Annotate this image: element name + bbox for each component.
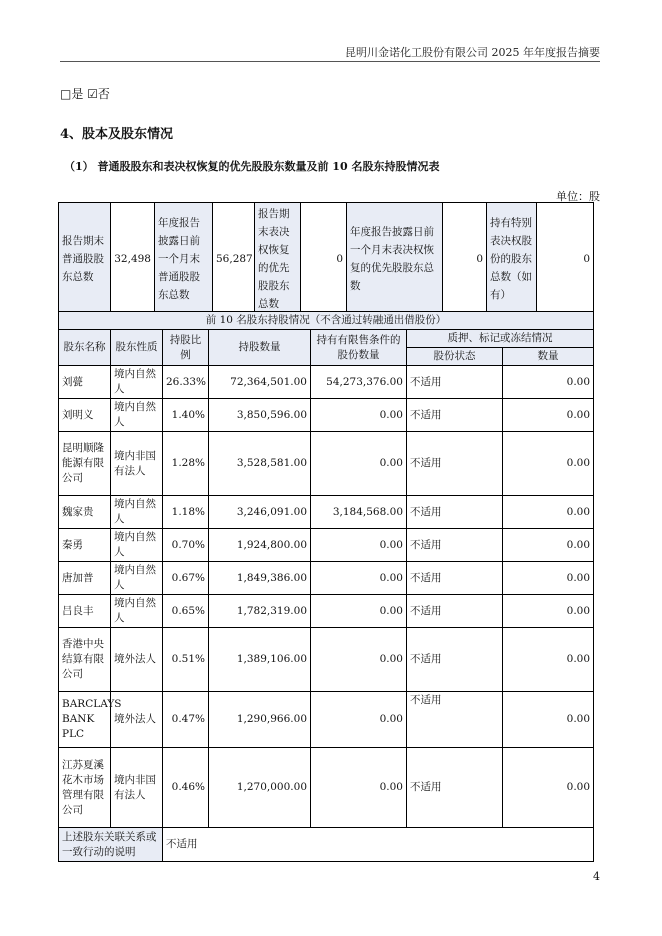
row-amount: 0.00 xyxy=(503,399,594,432)
row-ratio: 0.46% xyxy=(163,748,209,828)
row-nature: 境内非国有法人 xyxy=(111,432,163,496)
summary-label-2: 年度报告披露日前一个月末普通股股东总数 xyxy=(155,203,213,316)
row-name: 魏家贵 xyxy=(59,496,111,529)
row-amount: 0.00 xyxy=(503,432,594,496)
relation-value: 不适用 xyxy=(163,828,594,862)
row-status: 不适用 xyxy=(407,748,503,828)
header-pledge: 质押、标记或冻结情况 xyxy=(407,330,594,348)
header-restricted: 持有有限售条件的股份数量 xyxy=(311,330,407,366)
summary-label-3: 报告期末表决权恢复的优先股股东总数 xyxy=(255,203,301,316)
row-status: 不适用 xyxy=(407,529,503,562)
summary-value-4: 0 xyxy=(443,203,487,316)
row-amount: 0.00 xyxy=(503,692,594,748)
row-nature: 境内自然人 xyxy=(111,366,163,399)
row-quantity: 72,364,501.00 xyxy=(209,366,311,399)
relation-label: 上述股东关联关系或一致行动的说明 xyxy=(59,828,163,862)
row-nature: 境内自然人 xyxy=(111,496,163,529)
row-quantity: 3,246,091.00 xyxy=(209,496,311,529)
header-amount: 数量 xyxy=(503,348,594,366)
row-restricted: 0.00 xyxy=(311,432,407,496)
row-quantity: 1,389,106.00 xyxy=(209,628,311,692)
row-restricted: 0.00 xyxy=(311,748,407,828)
row-ratio: 26.33% xyxy=(163,366,209,399)
row-amount: 0.00 xyxy=(503,595,594,628)
row-name: 吕良丰 xyxy=(59,595,111,628)
summary-label-1: 报告期末普通股股东总数 xyxy=(59,203,111,316)
row-nature: 境内自然人 xyxy=(111,529,163,562)
row-status: 不适用 xyxy=(407,628,503,692)
table-row xyxy=(59,595,594,628)
row-restricted: 0.00 xyxy=(311,399,407,432)
row-quantity: 1,924,800.00 xyxy=(209,529,311,562)
top10-shareholders-table xyxy=(58,311,594,862)
header-quantity: 持股数量 xyxy=(209,330,311,366)
row-amount: 0.00 xyxy=(503,529,594,562)
row-name: BARCLAYS BANK PLC xyxy=(59,692,111,748)
row-amount: 0.00 xyxy=(503,366,594,399)
row-status: 不适用 xyxy=(407,432,503,496)
table-row xyxy=(59,628,594,692)
row-status: 不适用 xyxy=(407,399,503,432)
row-status: 不适用 xyxy=(407,562,503,595)
row-amount: 0.00 xyxy=(503,628,594,692)
relation-row xyxy=(59,828,594,862)
row-nature: 境内自然人 xyxy=(111,399,163,432)
row-restricted: 3,184,568.00 xyxy=(311,496,407,529)
row-quantity: 3,850,596.00 xyxy=(209,399,311,432)
row-restricted: 0.00 xyxy=(311,562,407,595)
yes-no-checkbox-line: □是 ☑否 xyxy=(60,87,110,101)
row-name: 唐加普 xyxy=(59,562,111,595)
row-nature: 境外法人 xyxy=(111,628,163,692)
row-status: 不适用 xyxy=(407,496,503,529)
row-quantity: 1,849,386.00 xyxy=(209,562,311,595)
row-ratio: 0.47% xyxy=(163,692,209,748)
row-status: 不适用 xyxy=(407,595,503,628)
row-amount: 0.00 xyxy=(503,562,594,595)
row-ratio: 0.65% xyxy=(163,595,209,628)
section-title: 4、股本及股东情况 xyxy=(60,127,174,142)
table-row xyxy=(59,748,594,828)
page-header: 昆明川金诺化工股份有限公司 2025 年年度报告摘要 xyxy=(345,46,600,59)
header-divider xyxy=(60,61,600,62)
summary-label-4: 年度报告披露日前一个月末表决权恢复的优先股股东总数 xyxy=(347,203,443,316)
summary-value-1: 32,498 xyxy=(111,203,155,316)
summary-value-5: 0 xyxy=(537,203,594,316)
table-row xyxy=(59,366,594,399)
row-nature: 境内非国有法人 xyxy=(111,748,163,828)
row-nature: 境内自然人 xyxy=(111,562,163,595)
row-name: 秦勇 xyxy=(59,529,111,562)
row-quantity: 1,270,000.00 xyxy=(209,748,311,828)
page-number: 4 xyxy=(593,870,600,883)
table-row xyxy=(59,529,594,562)
row-name: 香港中央结算有限公司 xyxy=(59,628,111,692)
table-row xyxy=(59,692,594,748)
row-quantity: 1,290,966.00 xyxy=(209,692,311,748)
row-ratio: 0.70% xyxy=(163,529,209,562)
header-nature: 股东性质 xyxy=(111,330,163,366)
row-quantity: 3,528,581.00 xyxy=(209,432,311,496)
row-status: 不适用 xyxy=(407,366,503,399)
row-nature: 境内自然人 xyxy=(111,595,163,628)
header-status: 股份状态 xyxy=(407,348,503,366)
table-row xyxy=(59,432,594,496)
row-nature: 境外法人 xyxy=(111,692,163,748)
unit-label: 单位：股 xyxy=(556,190,600,203)
row-status: 不适用 xyxy=(407,692,503,748)
row-restricted: 0.00 xyxy=(311,595,407,628)
row-restricted: 0.00 xyxy=(311,692,407,748)
row-name: 刘明义 xyxy=(59,399,111,432)
summary-value-2: 56,287 xyxy=(213,203,255,316)
header-ratio: 持股比例 xyxy=(163,330,209,366)
row-amount: 0.00 xyxy=(503,496,594,529)
top10-caption: 前 10 名股东持股情况（不含通过转融通出借股份） xyxy=(59,312,594,330)
shareholder-summary-table xyxy=(58,202,594,316)
row-restricted: 54,273,376.00 xyxy=(311,366,407,399)
table-row xyxy=(59,562,594,595)
row-ratio: 0.51% xyxy=(163,628,209,692)
row-amount: 0.00 xyxy=(503,748,594,828)
row-name: 江苏夏溪花木市场管理有限公司 xyxy=(59,748,111,828)
summary-value-3: 0 xyxy=(301,203,347,316)
table-row xyxy=(59,399,594,432)
row-ratio: 1.40% xyxy=(163,399,209,432)
subsection-title: （1） 普通股股东和表决权恢复的优先股股东数量及前 10 名股东持股情况表 xyxy=(64,160,440,173)
row-restricted: 0.00 xyxy=(311,628,407,692)
header-name: 股东名称 xyxy=(59,330,111,366)
table-row xyxy=(59,496,594,529)
row-name: 刘甍 xyxy=(59,366,111,399)
row-ratio: 0.67% xyxy=(163,562,209,595)
row-name: 昆明顺隆能源有限公司 xyxy=(59,432,111,496)
summary-label-5: 持有特别表决权股份的股东总数（如有） xyxy=(487,203,537,316)
row-ratio: 1.18% xyxy=(163,496,209,529)
row-restricted: 0.00 xyxy=(311,529,407,562)
row-quantity: 1,782,319.00 xyxy=(209,595,311,628)
row-ratio: 1.28% xyxy=(163,432,209,496)
